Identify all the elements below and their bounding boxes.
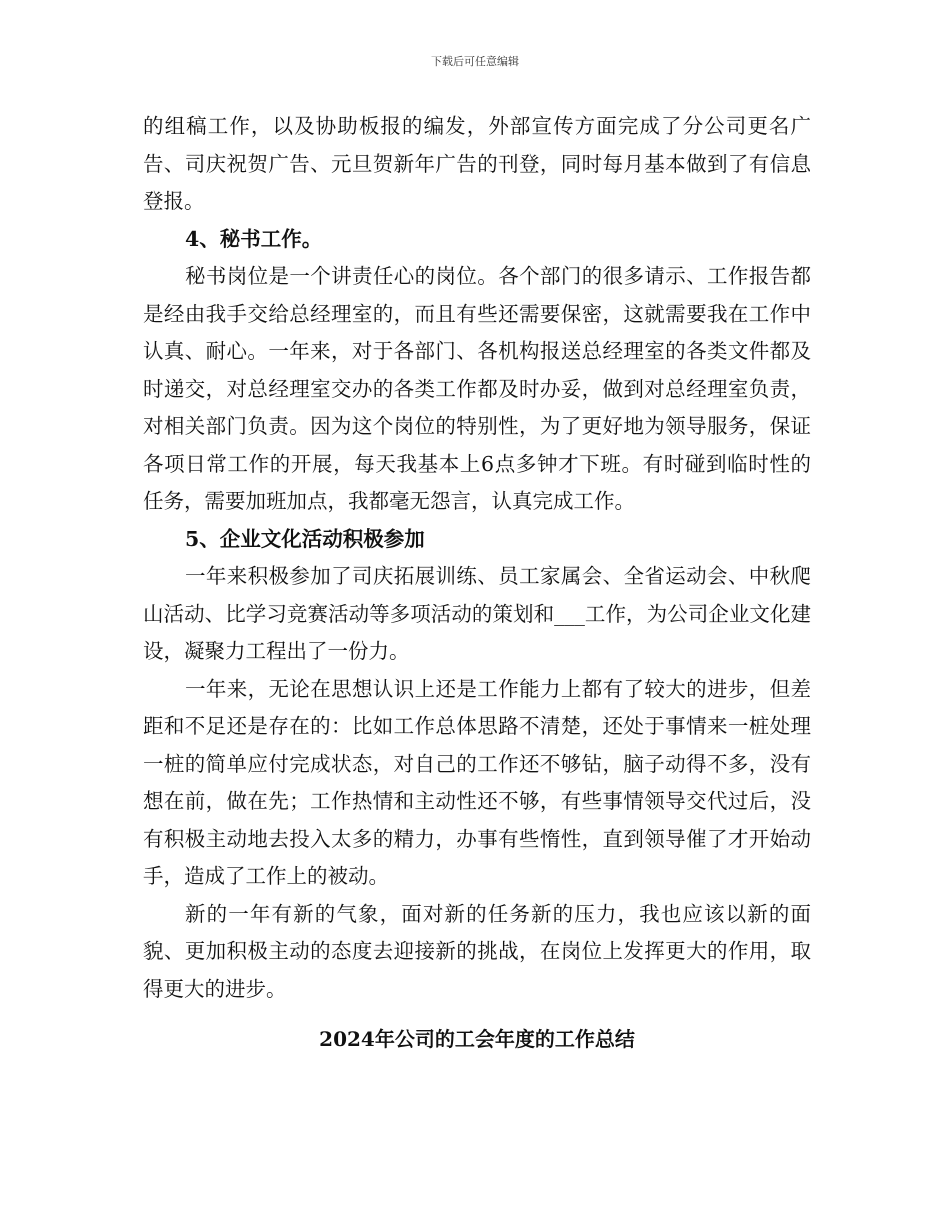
section-heading-culture: 5、企业文化活动积极参加 xyxy=(185,526,425,551)
next-document-title: 2024年公司的工会年度的工作总结 xyxy=(319,1027,635,1051)
paragraph-new-year-outlook: 新的一年有新的气象，面对新的任务新的压力，我也应该以新的面貌、更加积极主动的态度去迎接新的挑战，在岗位上发挥更大的作用，取得更大的进步。 xyxy=(143,901,811,1001)
section-heading-secretary: 4、秘书工作。 xyxy=(185,226,323,251)
page-header-note: 下载后可任意编辑 xyxy=(431,55,519,68)
paragraph-publicity-continued: 的组稿工作，以及协助板报的编发，外部宣传方面完成了分公司更名广告、司庆祝贺广告、元旦贺新年广告的刊登，同时每月基本做到了有信息登报。 xyxy=(143,114,811,213)
document-body xyxy=(143,108,811,1064)
paragraph-secretary-work: 秘书岗位是一个讲责任心的岗位。各个部门的很多请示、工作报告都是经由我手交给总经理室的，而且有些还需要保密，这就需要我在工作中认真、耐心。一年来，对于各部门、各机构报送总经理室的各类文件都及时递交，对总经理室交办的各类工作都及时办妥，做到对总经理室负责，对相关部门负责。因为这个岗位的特别性，为了更好地为领导服务，保证各项日常工作的开展，每天我基本上6点多钟才下班。有时碰到临时性的任务，需要加班加点，我都毫无怨言，认真完成工作。 xyxy=(143,264,811,513)
paragraph-shortcomings: 一年来，无论在思想认识上还是工作能力上都有了较大的进步，但差距和不足还是存在的：比如工作总体思路不清楚，还处于事情来一桩处理一桩的简单应付完成状态，对自己的工作还不够钻，脑子动得不多，没有想在前，做在先；工作热情和主动性还不够，有些事情领导交代过后，没有积极主动地去投入太多的精力，办事有些惰性，直到领导催了才开始动手，造成了工作上的被动。 xyxy=(143,676,811,888)
paragraph-culture-activities: 一年来积极参加了司庆拓展训练、员工家属会、全省运动会、中秋爬山活动、比学习竞赛活动等多项活动的策划和___工作，为公司企业文化建设，凝聚力工程出了一份力。 xyxy=(143,564,811,663)
